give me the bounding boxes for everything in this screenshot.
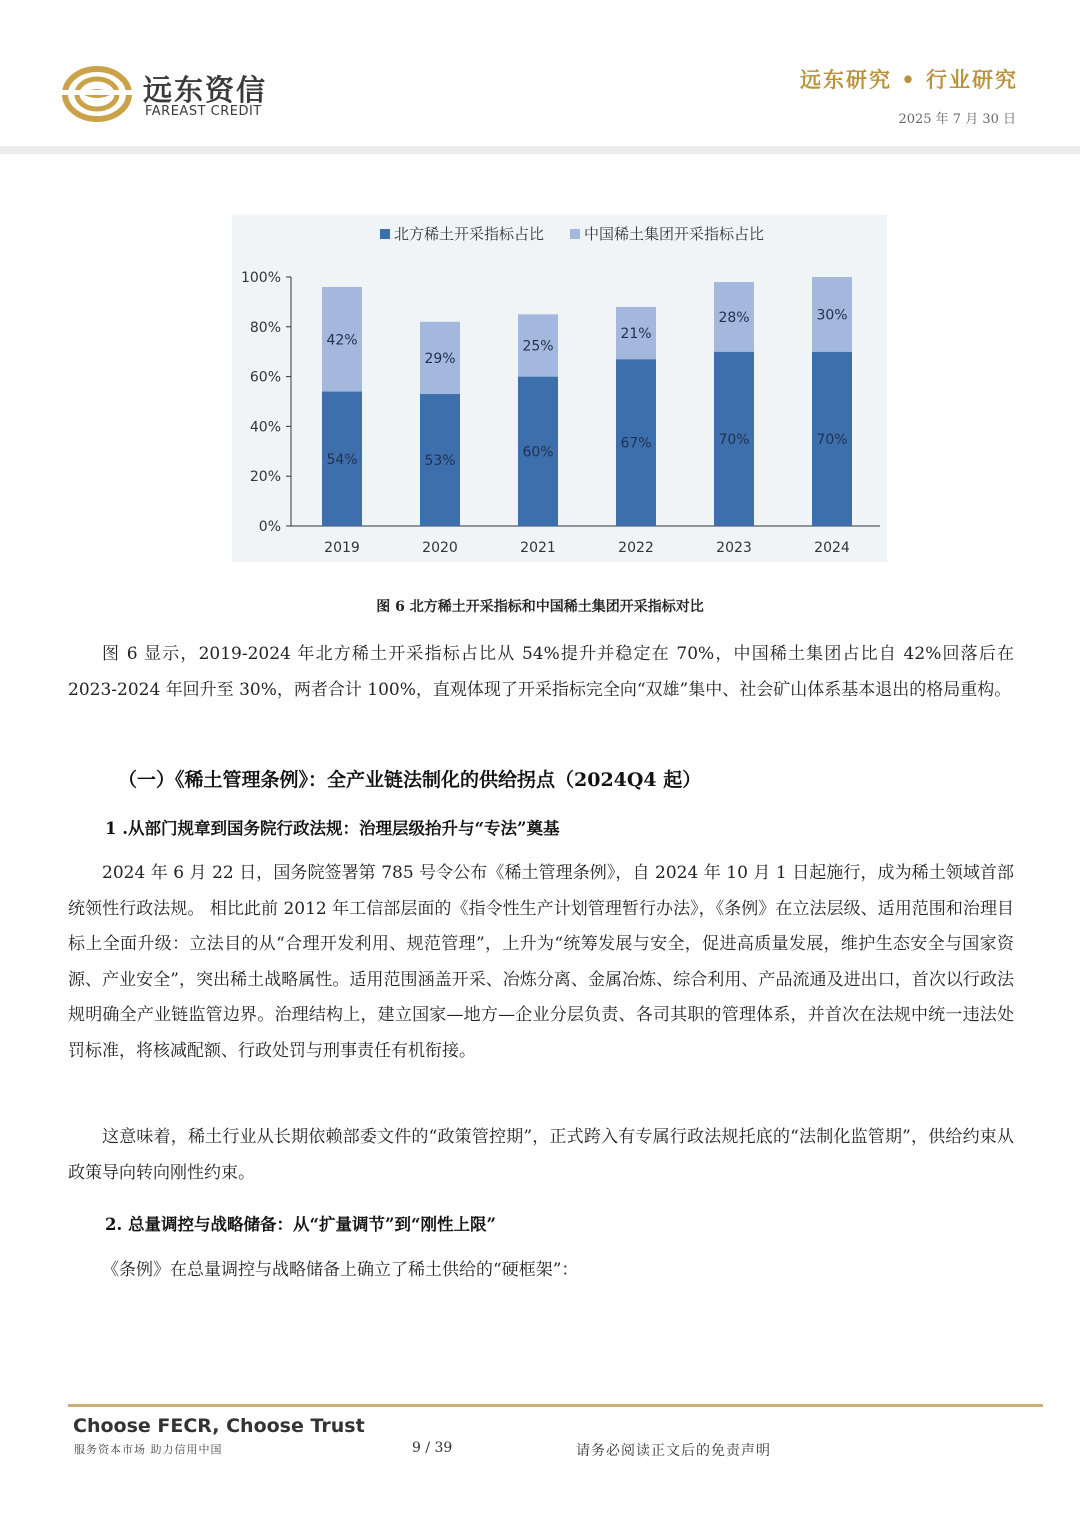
data-label: 70% [718, 431, 750, 448]
chart-svg [232, 215, 887, 562]
subsection-heading-1: 1 .从部门规章到国务院行政法规：治理层级抬升与“专法”奠基 [105, 819, 560, 838]
stacked-bar-chart [232, 215, 887, 562]
company-name-cn: 远东资信 [143, 73, 268, 107]
legend-swatch [380, 229, 390, 239]
legend-swatch [570, 229, 580, 239]
data-label: 28% [718, 309, 750, 326]
x-tick-label: 2024 [814, 540, 850, 556]
company-name-en: FAREAST CREDIT [145, 104, 262, 119]
data-label: 53% [424, 453, 456, 470]
data-label: 70% [816, 431, 848, 448]
y-tick-label: 20% [249, 469, 281, 486]
paragraph-implication: 这意味着，稀土行业从长期依赖部委文件的“政策管控期”，正式跨入有专属行政法规托底的“法制化监管期”，供给约束从政策导向转向刚性约束。 [68, 1127, 1014, 1183]
x-tick-label: 2023 [716, 540, 752, 556]
paragraph-regulation: 2024 年 6 月 22 日，国务院签署第 785 号令公布《稀土管理条例》，自 2024 年 10 月 1 日起施行，成为稀土领域首部统领性行政法规。 相比此前 2012 年工信部层面的《指令性生产计划管理暂行办法》，《条例》在立法层级、适用范围和治理目标上全面升级：立法目的从“合理开发利用、规范管理”，上升为“统筹发展与安全，促进高质量发展，维护生态安全与国家资源、产业安全”，突出稀土战略属性。适用范围涵盖开采、冶炼分离、金属冶炼、综合利用、产品流通及进出口，首次以行政法规明确全产业链监管边界。治理结构上，建立国家—地方—企业分层负责、各司其职的管理体系，并首次在法规中统一违法处罚标准，将核减配额、行政处罚与刑事责任有机衔接。 [68, 863, 1014, 1061]
y-tick-label: 80% [249, 319, 281, 336]
header-divider [0, 146, 1080, 154]
paragraph-figure-analysis: 图 6 显示，2019-2024 年北方稀土开采指标占比从 54%提升并稳定在 70%，中国稀土集团占比自 42%回落后在 2023-2024 年回升至 30%，两者合计 100%，直观体现了开采指标完全向“双雄”集中、社会矿山体系基本退出的格局重构。 [68, 644, 1014, 700]
paragraph-framework: 《条例》在总量调控与战略储备上确立了稀土供给的“硬框架”： [102, 1260, 579, 1280]
data-label: 54% [326, 451, 358, 468]
legend-label: 中国稀土集团开采指标占比 [584, 225, 765, 243]
x-tick-label: 2022 [618, 540, 654, 556]
legend-label: 北方稀土开采指标占比 [394, 225, 545, 243]
footer-brand: Choose FECR, Choose Trust [73, 1415, 365, 1437]
data-label: 67% [620, 435, 652, 452]
page-number: 9 / 39 [412, 1440, 453, 1456]
footer-slogan: 服务资本市场 助力信用中国 [74, 1443, 223, 1456]
disclaimer-notice: 请务必阅读正文后的免责声明 [576, 1443, 771, 1459]
y-tick-label: 60% [249, 369, 281, 386]
subsection-heading-2: 2. 总量调控与战略储备：从“扩量调节”到“刚性上限” [105, 1215, 496, 1234]
x-tick-label: 2019 [324, 540, 360, 556]
data-label: 60% [522, 444, 554, 461]
y-tick-label: 40% [249, 419, 281, 436]
data-label: 29% [424, 350, 456, 367]
data-label: 42% [326, 332, 358, 349]
data-label: 30% [816, 307, 848, 324]
x-tick-label: 2021 [520, 540, 556, 556]
section-heading: （一）《稀土管理条例》：全产业链法制化的供给拐点（2024Q4 起） [118, 769, 702, 791]
report-date: 2025 年 7 月 30 日 [898, 112, 1016, 127]
y-tick-label: 0% [258, 519, 281, 535]
page-header [0, 0, 1080, 150]
footer-divider [68, 1404, 1043, 1407]
data-label: 21% [620, 326, 652, 343]
x-tick-label: 2020 [422, 540, 458, 556]
report-section: 远东研究 • 行业研究 [799, 67, 1018, 92]
data-label: 25% [522, 338, 554, 355]
figure-caption: 图 6 北方稀土开采指标和中国稀土集团开采指标对比 [376, 599, 704, 615]
y-tick-label: 100% [240, 270, 281, 286]
company-logo-icon [62, 66, 132, 122]
